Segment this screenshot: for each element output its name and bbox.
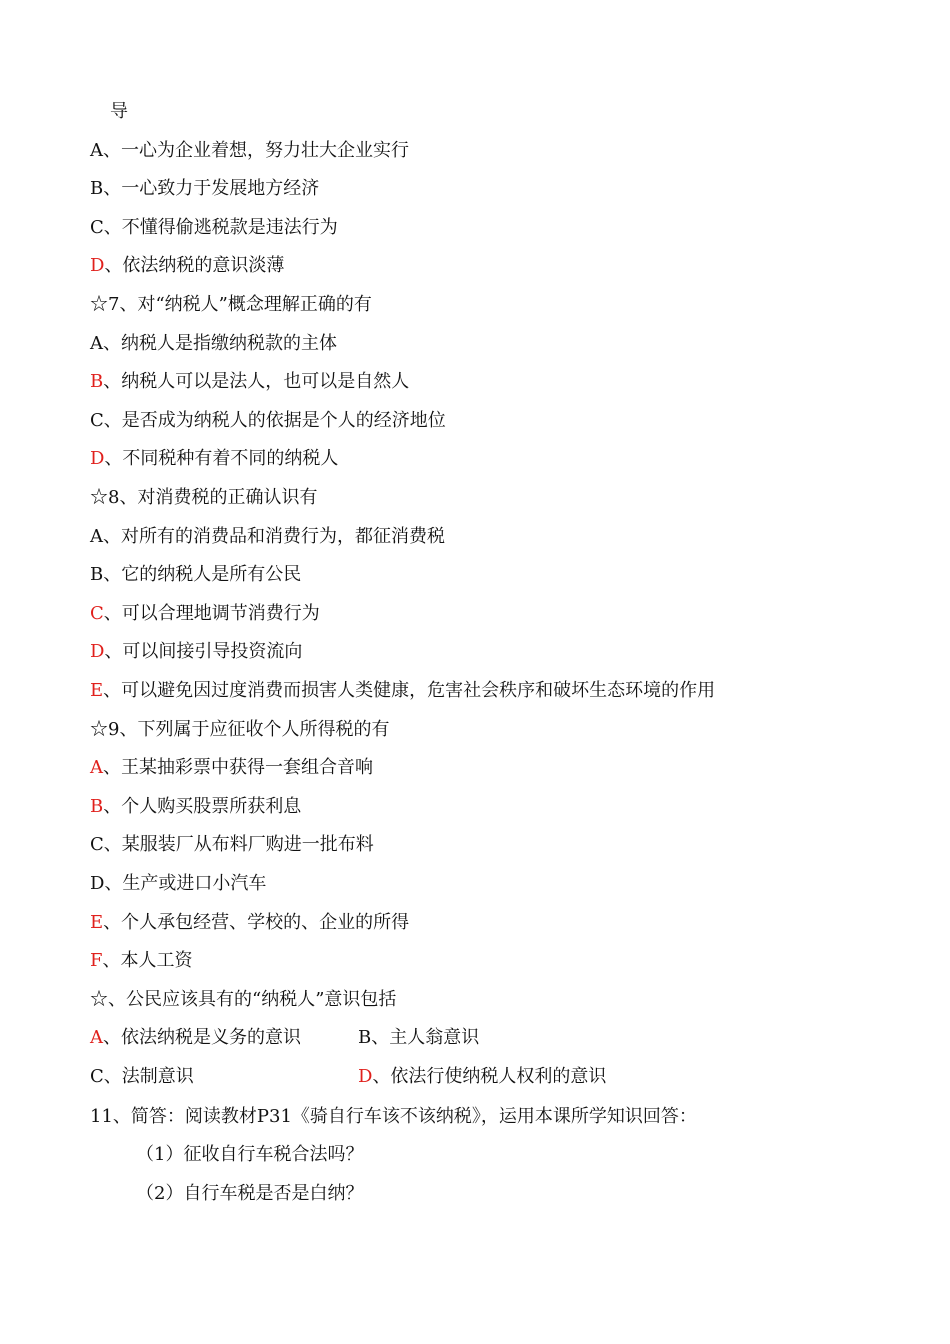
option-line [90, 564, 301, 586]
line-text: 、是否成为纳税人的依据是个人的经济地位 [103, 409, 446, 431]
option-line [90, 217, 338, 239]
option-letter: B [90, 795, 104, 817]
option-left [90, 1066, 194, 1088]
line-text: 、某服装厂从布料厂购进一批布料 [103, 834, 374, 856]
line-text: 、一心致力于发展地方经济 [103, 178, 320, 200]
option-text: 、依法纳税是义务的意识 [103, 1027, 301, 1049]
line-text: 、生产或进口小汽车 [104, 873, 267, 894]
line-text: 、个人购买股票所获利息 [103, 795, 302, 817]
question-line [110, 101, 128, 123]
option-line [90, 796, 301, 818]
line-text: 、不同税种有着不同的纳税人 [104, 448, 339, 470]
option-line [90, 680, 715, 702]
option-letter: A [90, 332, 103, 354]
option-letter: A [90, 139, 103, 161]
option-line [90, 873, 266, 895]
option-line [90, 912, 409, 934]
line-text: 、依法纳税的意识淡薄 [104, 255, 285, 277]
option-letter: E [90, 911, 104, 933]
line-text: ☆、公民应该具有的“纳税人”意识包括 [90, 988, 397, 1010]
question-line [90, 294, 372, 316]
option-letter: D [358, 1066, 373, 1087]
line-text: 、一心为企业着想，努力壮大企业实行 [103, 139, 409, 161]
option-letter: D [90, 255, 105, 277]
line-text: 、纳税人是指缴纳税款的主体 [103, 332, 337, 354]
option-letter: C [90, 834, 104, 856]
question-11-sub-2: （2）自行车税是否是白纳？ [136, 1183, 364, 1204]
line-text: 、个人承包经营、学校的、企业的所得 [103, 911, 410, 933]
line-text: 、它的纳税人是所有公民 [103, 564, 302, 586]
option-letter: B [90, 371, 104, 393]
line-text: 、纳税人可以是法人，也可以是自然人 [103, 371, 410, 393]
option-line [90, 641, 302, 663]
option-letter: B [358, 1027, 372, 1049]
option-letter: C [90, 602, 104, 624]
question-11: 11、简答：阅读教材P31《骑自行车该不该纳税》，运用本课所学知识回答： [90, 1106, 697, 1127]
option-letter: B [90, 178, 104, 200]
line-text: 、对所有的消费品和消费行为，都征消费税 [103, 525, 445, 547]
option-line [90, 410, 446, 432]
question-11-sub-1: （1）征收自行车税合法吗？ [136, 1144, 364, 1165]
option-letter: F [90, 950, 103, 972]
question-line [90, 487, 317, 509]
line-text: 、可以合理地调节消费行为 [103, 602, 320, 624]
option-line [90, 178, 319, 200]
option-line [90, 255, 284, 277]
question-line [90, 719, 389, 741]
line-text: 导 [110, 101, 128, 122]
option-line [90, 526, 445, 548]
option-letter: C [90, 409, 104, 431]
option-line [90, 950, 193, 972]
option-line [90, 140, 409, 162]
line-text: 、王某抽彩票中获得一套组合音响 [103, 757, 373, 779]
option-line [90, 603, 320, 625]
option-line [90, 448, 338, 470]
option-right [358, 1027, 479, 1049]
option-letter: D [90, 641, 105, 663]
option-line [90, 834, 374, 856]
option-letter: A [90, 757, 103, 779]
option-line [90, 371, 409, 393]
line-text: 、不懂得偷逃税款是违法行为 [103, 216, 338, 238]
question-line [90, 989, 396, 1011]
option-line [90, 757, 373, 779]
option-letter: C [90, 216, 104, 238]
line-text: 、可以间接引导投资流向 [104, 641, 303, 663]
line-text: ☆7、对“纳税人”概念理解正确的有 [90, 294, 372, 315]
option-right [358, 1066, 606, 1088]
option-left [90, 1027, 301, 1049]
line-text: 、本人工资 [102, 950, 193, 972]
option-letter: E [90, 680, 104, 701]
option-text: 、依法行使纳税人权利的意识 [372, 1066, 607, 1087]
option-text: 、法制意识 [103, 1066, 194, 1087]
option-line [90, 333, 337, 355]
option-letter: C [90, 1066, 104, 1087]
option-letter: A [90, 1027, 103, 1049]
option-letter: D [90, 873, 105, 894]
option-letter: B [90, 564, 104, 586]
option-letter: D [90, 448, 105, 470]
line-text: 、可以避免因过度消费而损害人类健康，危害社会秩序和破坏生态环境的作用 [103, 680, 716, 701]
option-letter: A [90, 525, 103, 547]
line-text: ☆8、对消费税的正确认识有 [90, 487, 318, 508]
option-text: 、主人翁意识 [371, 1027, 480, 1049]
line-text: ☆9、下列属于应征收个人所得税的有 [90, 718, 390, 740]
